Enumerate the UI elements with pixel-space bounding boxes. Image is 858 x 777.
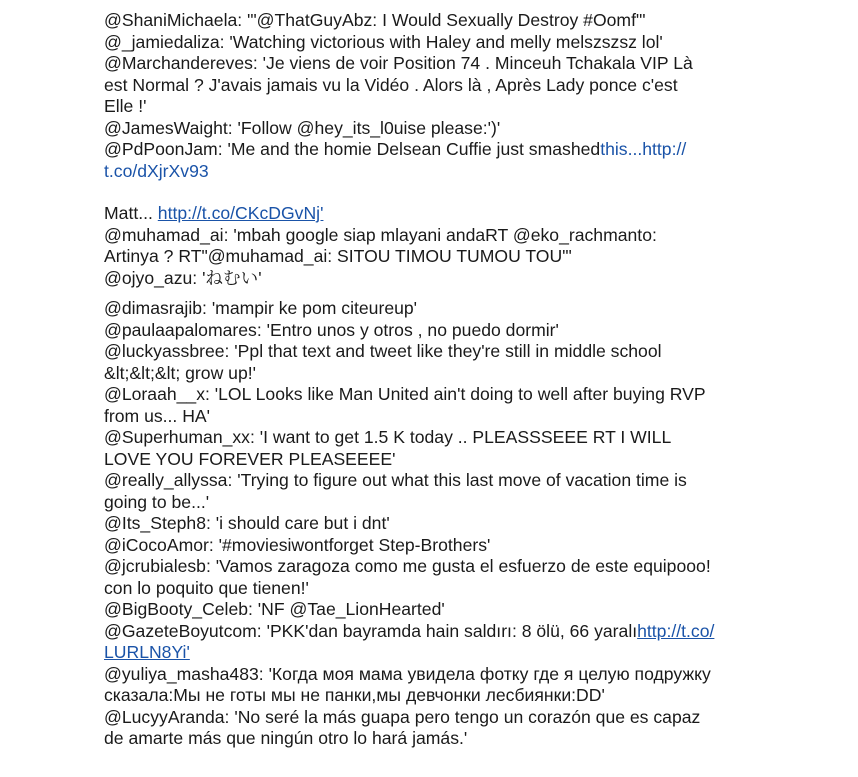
tweet-line: @Superhuman_xx: 'I want to get 1.5 K today .. PLEASSSEEE RT I WILL	[104, 427, 672, 447]
tweet-link[interactable]: this...http://	[600, 139, 687, 159]
tweet-text: @PdPoonJam: 'Me and the homie Delsean Cuffie just smashed	[104, 139, 601, 159]
tweet-text: @GazeteBoyutcom: 'PKK'dan bayramda hain saldırı: 8 ölü, 66 yaralı	[104, 620, 638, 641]
tweet-link[interactable]: t.co/dXjrXv93	[104, 160, 209, 181]
tweet-line: &lt;&lt;&lt; grow up!'	[104, 362, 256, 383]
blank-line	[104, 182, 794, 203]
tweet-line: @jcrubialesb: 'Vamos zaragoza como me gusta el esfuerzo de este equipooo!	[104, 556, 711, 576]
tweet-line: @really_allyssa: 'Trying to figure out what this last move of vacation time is	[104, 470, 687, 490]
tweet-line: @_jamiedaliza: 'Watching victorious with Haley and melly melszszsz lol'	[104, 31, 663, 52]
tweet-line: @LucyyAranda: 'No seré la más guapa pero tengo un corazón que es capaz	[104, 706, 701, 727]
tweet-link[interactable]: http://t.co/CKcDGvNj'	[157, 203, 324, 223]
tweet-line: going to be...'	[104, 491, 210, 512]
tweet-line: @iCocoAmor: '#moviesiwontforget Step-Brothers'	[104, 534, 491, 555]
tweet-line: est Normal ? J'avais jamais vu la Vidéo . Alors là , Après Lady ponce c'est	[104, 74, 678, 95]
tweet-line: @yuliya_masha483: 'Когда моя мама увидела фотку где я целую подружку	[104, 663, 711, 684]
tweet-line: @ojyo_azu: 'ねむい'	[104, 267, 262, 288]
tweet-line: @muhamad_ai: 'mbah google siap mlayani andaRT @eko_rachmanto:	[104, 224, 657, 245]
tweet-link[interactable]: LURLN8Yi'	[104, 642, 190, 662]
tweet-line: from us... HA'	[104, 405, 211, 426]
tweet-line: Artinya ? RT"@muhamad_ai: SITOU TIMOU TUMOU TOU"'	[104, 246, 572, 266]
tweet-line: @Marchandereves: 'Je viens de voir Position 74 . Minceuh Tchakala VIP Là	[104, 53, 693, 73]
tweet-feed	[104, 10, 794, 750]
blank-line	[104, 289, 794, 298]
tweet-line	[104, 642, 794, 664]
tweet-line	[104, 203, 794, 225]
tweet-line: @luckyassbree: 'Ppl that text and tweet like they're still in middle school	[104, 341, 662, 361]
tweet-line: @dimasrajib: 'mampir ke pom citeureup'	[104, 298, 418, 318]
tweet-line: @Its_Steph8: 'i should care but i dnt'	[104, 513, 390, 533]
tweet-line: @Loraah__x: 'LOL Looks like Man United ain't doing to well after buying RVP	[104, 384, 706, 404]
tweet-line: con lo poquito que tienen!'	[104, 577, 309, 598]
tweet-line: сказала:Мы не готы мы не панки,мы девчонки лесбиянки:DD'	[104, 685, 605, 705]
tweet-line: @ShaniMichaela: '"@ThatGuyAbz: I Would Sexually Destroy #Oomf"'	[104, 10, 646, 30]
tweet-text: Matt...	[104, 203, 158, 223]
tweet-line	[104, 139, 794, 161]
tweet-line: @JamesWaight: 'Follow @hey_its_l0uise please:')'	[104, 117, 501, 138]
tweet-line: Elle !'	[104, 96, 147, 116]
tweet-line: LOVE YOU FOREVER PLEASEEEE'	[104, 448, 396, 469]
tweet-line: @BigBooty_Celeb: 'NF @Tae_LionHearted'	[104, 599, 445, 619]
tweet-line	[104, 621, 794, 643]
tweet-line: @paulaapalomares: 'Entro unos y otros , no puedo dormir'	[104, 319, 559, 340]
tweet-line	[104, 161, 794, 183]
tweet-line: de amarte más que ningún otro lo hará jamás.'	[104, 728, 468, 748]
tweet-link[interactable]: http://t.co/	[637, 620, 715, 641]
